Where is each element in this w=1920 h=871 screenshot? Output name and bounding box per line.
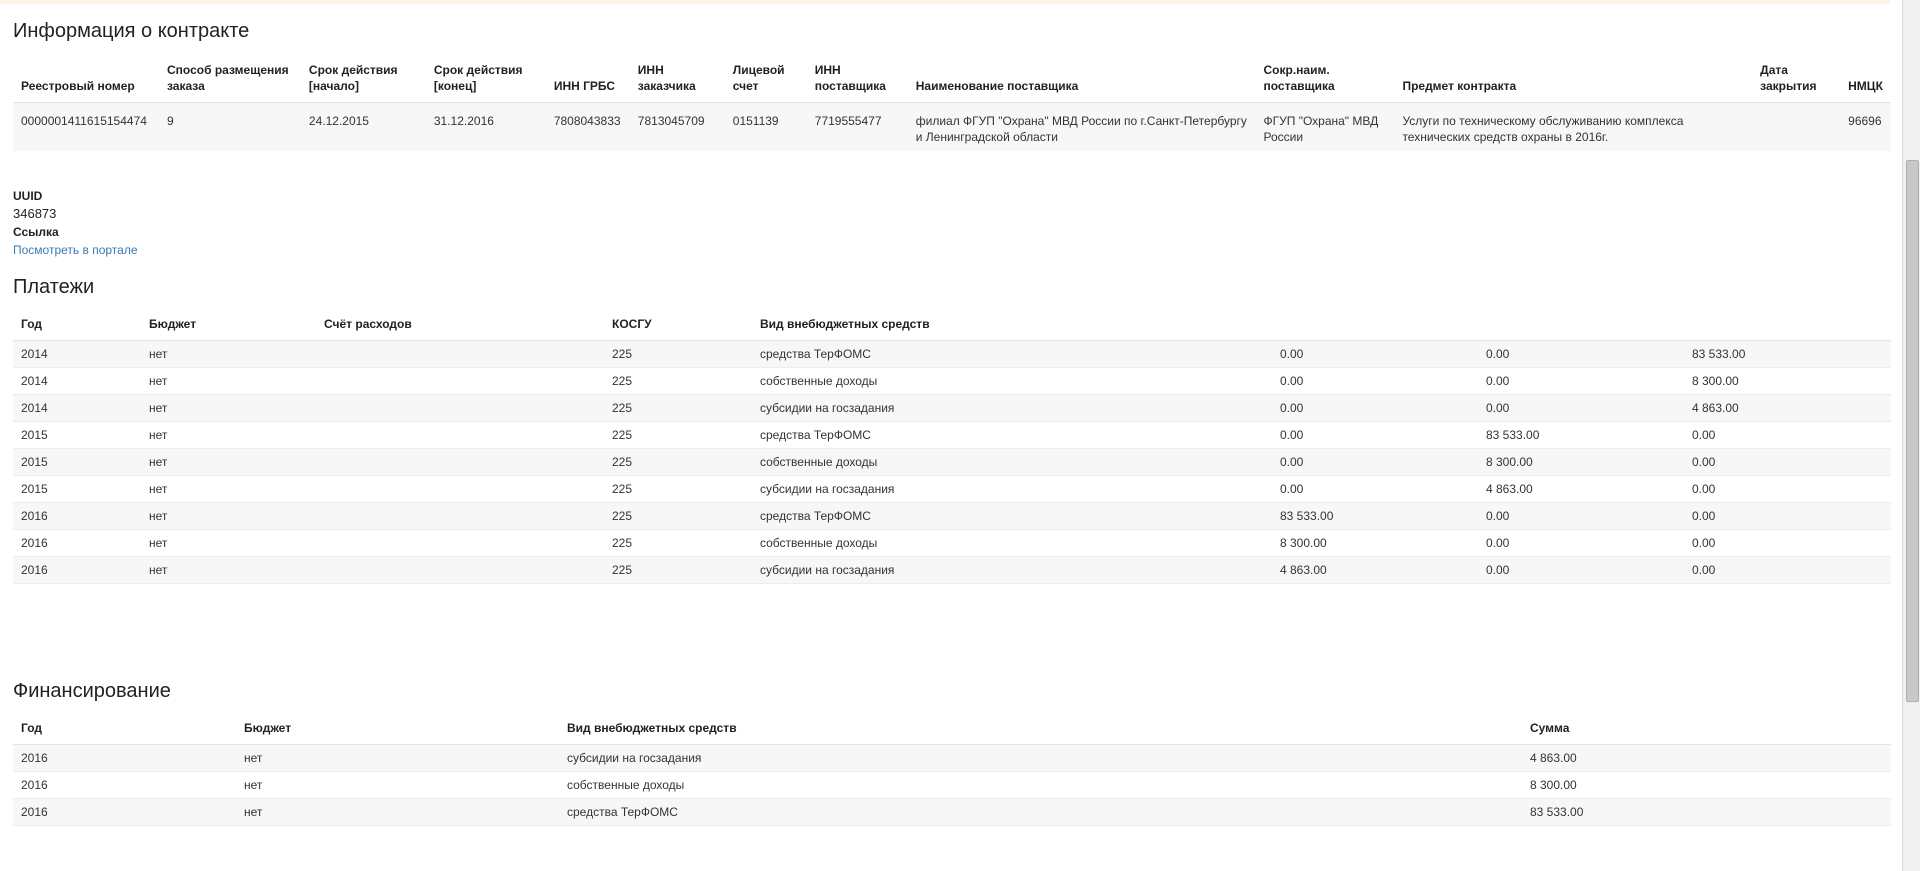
table-cell: 225 — [612, 563, 633, 577]
table-cell: 0.00 — [1692, 482, 1716, 496]
table-cell: 4 863.00 — [1486, 482, 1533, 496]
table-cell: 0.00 — [1692, 428, 1716, 442]
table-cell: нет — [149, 563, 168, 577]
table-cell: 7813045709 — [630, 103, 725, 152]
table-cell: 2016 — [21, 509, 48, 523]
financing-section-title: Финансирование — [13, 680, 171, 702]
table-cell — [316, 449, 604, 476]
financing-body — [13, 745, 1891, 826]
table-row — [13, 503, 1891, 530]
table-cell: 0.00 — [1280, 374, 1304, 388]
table-cell: 225 — [612, 536, 633, 550]
table-cell: 0.00 — [1280, 482, 1304, 496]
scrollbar-thumb[interactable] — [1906, 160, 1919, 702]
table-cell: 2016 — [21, 751, 48, 765]
table-cell: нет — [149, 455, 168, 469]
col-header: ИНН поставщика — [814, 63, 886, 93]
vertical-scrollbar[interactable] — [1902, 0, 1920, 871]
portal-link[interactable]: Посмотреть в портале — [13, 243, 138, 257]
col-header: Счёт расходов — [324, 317, 412, 331]
col-header: Сумма — [1530, 721, 1570, 735]
table-row — [13, 745, 1891, 772]
table-cell: нет — [244, 751, 263, 765]
table-cell: 4 863.00 — [1530, 751, 1577, 765]
table-row — [13, 449, 1891, 476]
table-cell: средства ТерФОМС — [760, 428, 871, 442]
col-header — [1272, 316, 1478, 341]
table-row — [13, 476, 1891, 503]
col-header: КОСГУ — [612, 317, 652, 331]
table-cell: 2016 — [21, 563, 48, 577]
table-cell: 0.00 — [1692, 536, 1716, 550]
table-cell: 225 — [612, 455, 633, 469]
table-cell: 2016 — [21, 778, 48, 792]
table-cell — [1752, 103, 1840, 152]
table-cell: 0.00 — [1486, 563, 1510, 577]
table-cell: 0000001411615154474 — [13, 103, 159, 152]
table-cell: 4 863.00 — [1692, 401, 1739, 415]
table-cell: нет — [149, 428, 168, 442]
table-cell: нет — [149, 509, 168, 523]
table-cell: 225 — [612, 401, 633, 415]
col-header: Реестровый номер — [21, 79, 135, 93]
col-header: Год — [21, 317, 42, 331]
table-cell: 225 — [612, 347, 633, 361]
link-label: Ссылка — [13, 225, 59, 239]
col-header — [1684, 316, 1891, 341]
table-row — [13, 799, 1891, 826]
table-cell: собственные доходы — [567, 778, 685, 792]
col-header: ИНН заказчика — [637, 63, 696, 93]
table-cell: 7808043833 — [546, 103, 630, 152]
table-cell: субсидии на госзадания — [760, 482, 895, 496]
table-cell: 8 300.00 — [1530, 778, 1577, 792]
table-cell: 2016 — [21, 805, 48, 819]
col-header — [1478, 316, 1684, 341]
top-notice-bar — [0, 0, 1890, 4]
table-cell: 0.00 — [1692, 455, 1716, 469]
col-header: Сокр.наим. поставщика — [1263, 63, 1335, 93]
table-row — [13, 422, 1891, 449]
table-cell: 8 300.00 — [1692, 374, 1739, 388]
table-cell: 0.00 — [1486, 347, 1510, 361]
table-cell: 225 — [612, 482, 633, 496]
table-cell: 2015 — [21, 428, 48, 442]
table-cell — [316, 395, 604, 422]
table-cell: 83 533.00 — [1280, 509, 1334, 523]
table-cell: 0.00 — [1486, 536, 1510, 550]
table-cell: нет — [149, 401, 168, 415]
table-row — [13, 368, 1891, 395]
table-cell: нет — [149, 536, 168, 550]
payments-section-title: Платежи — [13, 276, 95, 298]
table-cell: Услуги по техническому обслуживанию комплекса технических средств охраны в 2016г. — [1394, 103, 1752, 152]
table-cell: 0.00 — [1486, 374, 1510, 388]
contract-header-row — [13, 62, 1891, 103]
uuid-label: UUID — [13, 189, 43, 203]
col-header: Срок действия [конец] — [433, 63, 523, 93]
payments-header-row — [13, 316, 1891, 341]
table-cell: собственные доходы — [760, 536, 878, 550]
col-header: Дата закрытия — [1760, 63, 1817, 93]
table-cell: нет — [149, 347, 168, 361]
table-cell: нет — [244, 778, 263, 792]
table-cell: нет — [149, 374, 168, 388]
table-cell: средства ТерФОМС — [567, 805, 678, 819]
table-cell: субсидии на госзадания — [760, 563, 895, 577]
contract-info-table — [13, 62, 1891, 151]
table-cell — [316, 557, 604, 584]
col-header: Наименование поставщика — [915, 79, 1079, 93]
col-header: Бюджет — [244, 721, 292, 735]
table-cell: 225 — [612, 428, 633, 442]
table-cell: 83 533.00 — [1530, 805, 1584, 819]
table-row — [13, 530, 1891, 557]
table-cell: нет — [244, 805, 263, 819]
table-cell: субсидии на госзадания — [760, 401, 895, 415]
table-cell: 83 533.00 — [1486, 428, 1540, 442]
table-row — [13, 557, 1891, 584]
table-cell: 0151139 — [725, 103, 807, 152]
contract-meta — [13, 187, 138, 259]
table-cell: 24.12.2015 — [301, 103, 426, 152]
table-row — [13, 341, 1891, 368]
table-cell — [316, 341, 604, 368]
table-cell: 0.00 — [1692, 509, 1716, 523]
uuid-value: 346873 — [13, 206, 57, 221]
table-cell: средства ТерФОМС — [760, 347, 871, 361]
payments-body — [13, 341, 1891, 584]
col-header: Срок действия [начало] — [308, 63, 398, 93]
table-row — [13, 395, 1891, 422]
table-cell: 0.00 — [1280, 455, 1304, 469]
table-cell: 8 300.00 — [1486, 455, 1533, 469]
financing-table — [13, 720, 1891, 826]
col-header: Предмет контракта — [1402, 79, 1517, 93]
table-cell: 0.00 — [1280, 401, 1304, 415]
table-cell: 83 533.00 — [1692, 347, 1746, 361]
table-cell: ФГУП "Охрана" МВД России — [1256, 103, 1395, 152]
table-cell: собственные доходы — [760, 374, 878, 388]
contract-section-title: Информация о контракте — [13, 20, 250, 42]
col-header: Бюджет — [149, 317, 197, 331]
table-cell: 2015 — [21, 482, 48, 496]
table-cell: 2014 — [21, 401, 48, 415]
table-cell: 8 300.00 — [1280, 536, 1327, 550]
financing-header-row — [13, 720, 1891, 745]
table-cell: 0.00 — [1486, 401, 1510, 415]
contract-data-row — [13, 103, 1891, 152]
table-cell: субсидии на госзадания — [567, 751, 702, 765]
table-cell: средства ТерФОМС — [760, 509, 871, 523]
table-cell: 96696 — [1840, 103, 1891, 152]
table-row — [13, 772, 1891, 799]
table-cell — [316, 422, 604, 449]
table-cell — [316, 368, 604, 395]
col-header: НМЦК — [1848, 79, 1883, 93]
table-cell: 225 — [612, 509, 633, 523]
col-header: Вид внебюджетных средств — [567, 721, 737, 735]
col-header: Способ размещения заказа — [166, 63, 289, 93]
table-cell: 2016 — [21, 536, 48, 550]
table-cell — [316, 530, 604, 557]
table-cell — [316, 503, 604, 530]
table-cell: 2015 — [21, 455, 48, 469]
table-cell: 0.00 — [1486, 509, 1510, 523]
table-cell: 2014 — [21, 374, 48, 388]
table-cell — [316, 476, 604, 503]
table-cell: 7719555477 — [807, 103, 908, 152]
table-cell: филиал ФГУП "Охрана" МВД России по г.Санкт-Петербургу и Ленинградской области — [908, 103, 1256, 152]
table-cell: 9 — [159, 103, 301, 152]
payments-table — [13, 316, 1891, 584]
table-cell: 0.00 — [1692, 563, 1716, 577]
table-cell: 2014 — [21, 347, 48, 361]
col-header: Лицевой счет — [732, 63, 785, 93]
table-cell: 0.00 — [1280, 347, 1304, 361]
table-cell: 31.12.2016 — [426, 103, 546, 152]
table-cell: 0.00 — [1280, 428, 1304, 442]
col-header: ИНН ГРБС — [553, 79, 616, 93]
table-cell: нет — [149, 482, 168, 496]
table-cell: 4 863.00 — [1280, 563, 1327, 577]
table-cell: собственные доходы — [760, 455, 878, 469]
col-header: Год — [21, 721, 42, 735]
table-cell: 225 — [612, 374, 633, 388]
col-header: Вид внебюджетных средств — [760, 317, 930, 331]
